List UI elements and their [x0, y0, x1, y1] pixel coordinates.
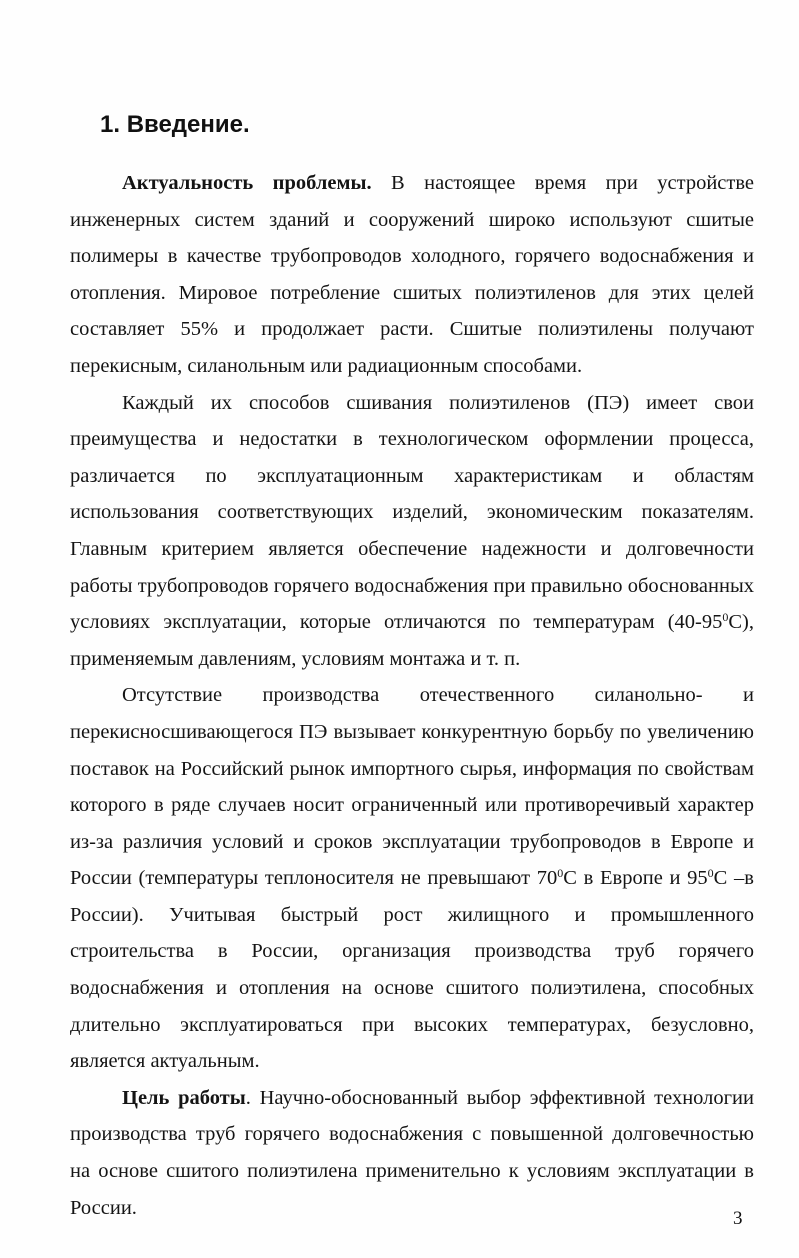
- paragraph-text-goal: . Научно-обоснованный выбор эффективной технологии производства труб горячего водоснабжения с повышенной долговечностью на основе сшитого полиэтилена применительно к условиям эксплуатации в России.: [70, 1086, 754, 1219]
- paragraph-lead-goal: Цель работы: [122, 1086, 246, 1109]
- paragraph-relevance: [70, 165, 754, 385]
- paragraph-market-text-c: С –в России). Учитывая быстрый рост жилищного и промышленного строительства в России, организация производства труб горячего водоснабжения и отопления на основе сшитого полиэтилена, способных длительно эксплуатироваться при высоких температурах, безусловно, является актуальным.: [70, 867, 754, 1073]
- degree-superscript: 0: [722, 610, 729, 625]
- page-number: 3: [733, 1208, 743, 1229]
- paragraph-lead-relevance: Актуальность проблемы.: [122, 172, 372, 194]
- paragraph-market-text-b: С в Европе и 95: [563, 867, 708, 890]
- body-text: [70, 165, 754, 1226]
- degree-superscript: 0: [557, 866, 564, 881]
- degree-superscript: 0: [707, 866, 714, 881]
- section-title: Введение.: [126, 111, 250, 138]
- section-number: 1.: [100, 111, 121, 138]
- paragraph-methods: [70, 385, 754, 678]
- paragraph-methods-text-a: Каждый их способов сшивания полиэтиленов (ПЭ) имеет свои преимущества и недостатки в технологическом оформлении процесса, различается по эксплуатационным характеристикам и областям использования соответствующих изделий, экономическим показателям. Главным критерием является обеспечение надежности и долговечности работы трубопроводов горячего водоснабжения при правильно обоснованных условиях эксплуатации, которые отличаются по температурам (40-95: [70, 391, 754, 634]
- paragraph-text-relevance: В настоящее время при устройстве инженерных систем зданий и сооружений широко используют сшитые полимеры в качестве трубопроводов холодного, горячего водоснабжения и отопления. Мировое потребление сшитых полиэтиленов для этих целей составляет 55% и продолжает расти. Сшитые полиэтилены получают перекисным, силанольным или радиационным способами.: [70, 172, 755, 377]
- paragraph-methods-text-b: С), применяемым давлениям, условиям монтажа и т. п.: [70, 611, 754, 670]
- paragraph-market: [70, 677, 754, 1080]
- section-heading: [100, 110, 250, 140]
- paragraph-market-text-a: Отсутствие производства отечественного силанольно- и перекисносшивающегося ПЭ вызывает конкурентную борьбу по увеличению поставок на Российский рынок импортного сырья, информация по свойствам которого в ряде случаев носит ограниченный или противоречивый характер из-за различия условий и сроков эксплуатации трубопроводов в Европе и России (температуры теплоносителя не превышают 70: [70, 684, 754, 890]
- paragraph-goal: [70, 1080, 754, 1226]
